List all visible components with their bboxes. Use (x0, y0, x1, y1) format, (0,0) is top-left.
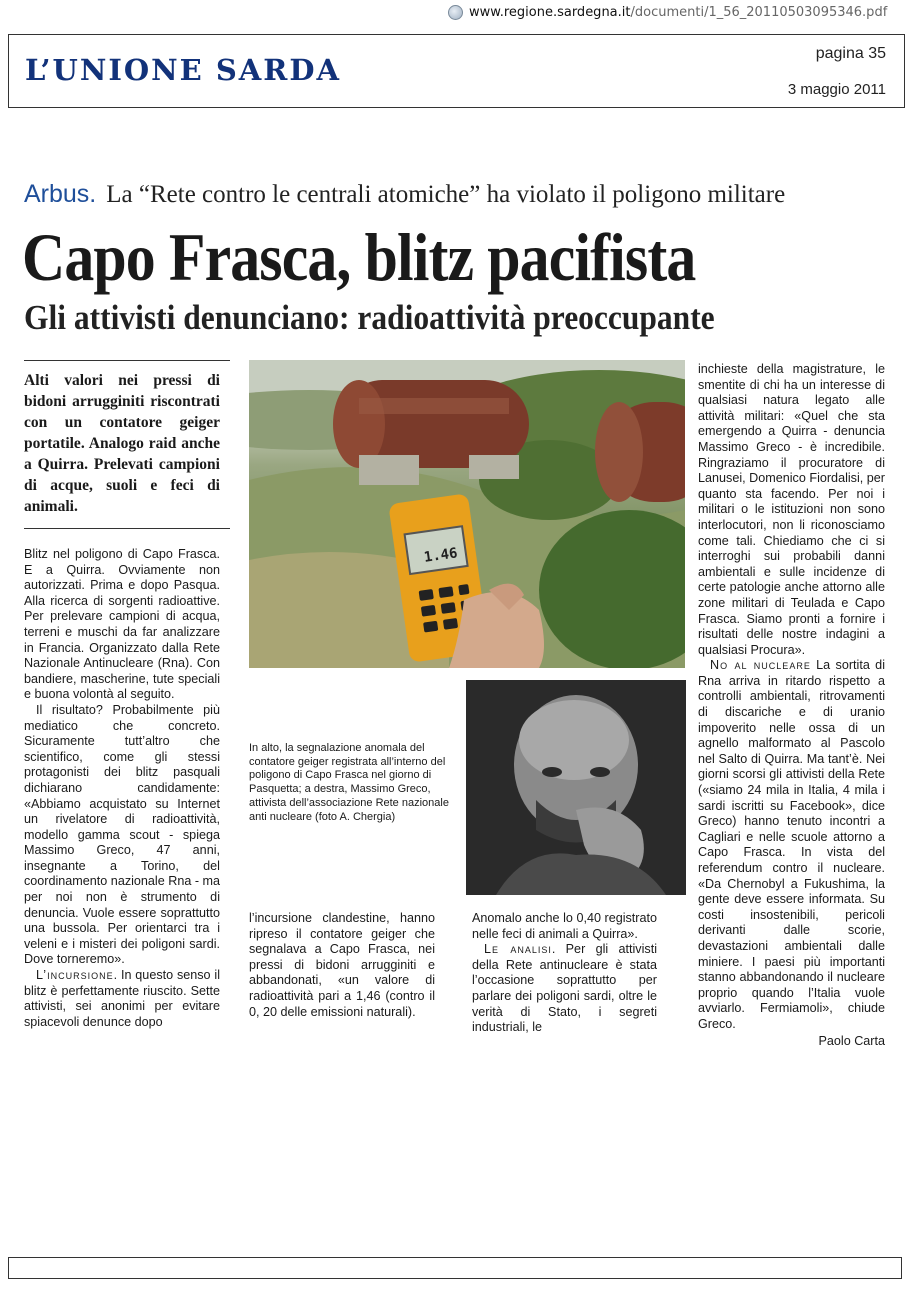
col4-paragraph-1: inchieste della magistrature, le smentite di chi ha un interesse di qualsiasi natura legato alle attività militari: «Quel che sta emergendo a Quirra - denuncia Massimo Greco - è incredibile. Ringraziamo il procuratore di Lanusei, Domenico Fiordalisi, per quanto sta facendo. Per noi i militari o le istituzioni non sono interlocutori, non li riconosciamo come tali. Chiediamo che ci si interroghi sui probabili danni ambientali e sulle incidenze di certe patologie anche attorno alle zone militari di Teulada e Capo Frasca. Siamo pronti a fornire i risultati delle nostre indagini a qualsiasi Procura». (698, 362, 885, 657)
col1-paragraph-3: L’incursione. In questo senso il blitz è perfettamente riuscito. Sette attivisti, sei anonimi per evitare spiacevoli denunce dopo (24, 968, 220, 1029)
page-header (8, 34, 905, 108)
address-bar[interactable] (448, 2, 908, 22)
article-headline: Capo Frasca, blitz pacifista (22, 219, 696, 295)
col1-paragraph-2: Il risultato? Probabilmente più mediatico che concreto. Sicuramente tutt’altro che scientifico, come gli stessi protagonisti dei blitz pasquali dichiarano candidamente: «Abbiamo acquistato su Internet un rivelatore di radioattività, modello gamma scout - spiega Massimo Greco, 47 anni, insegnante a Torino, del coordinamento nazionale Rna - ma per noi non è strumento di denuncia. Vuole essere soprattutto una bussola. Per orientarci tra i veleni e i misteri dei poligoni sardi. Dove torneremo». (24, 702, 221, 967)
kicker-text: La “Rete contro le centrali atomiche” ha violato il poligono militare (106, 181, 786, 208)
column-3 (472, 911, 657, 1036)
article-subhead: Gli attivisti denunciano: radioattività preoccupante (24, 298, 715, 337)
col4-paragraph-2: No al nucleare La sortita di Rna arriva in ritardo rispetto a controlli ambientali, ritrovamenti di discariche e di uranio impoverito nelle ossa di un agnello malformato al Pascolo nel Salto di Quirra. Ma tant’è. Nei giorni scorsi gli attivisti della Rete («siamo 24 mila in Italia, 4 mila i sardi iscritti su Facebook», dice Greco) hanno tenuto incontri a Cagliari e nelle scuole attorno a Capo Frasca. In vista del referendum contro il nucleare. «Da Chernobyl a Fukushima, la gente deve essere informata. Su costi insostenibili, pericoli derivanti dalle scorie, devastazioni ambientali dalle miniere. I paesi più importanti stanno abbandonando il nucleare proprio quando l’Italia vuole avviarlo. Fermiamoli», chiude Greco. (698, 658, 885, 1031)
col1-paragraph-1: Blitz nel poligono di Capo Frasca. E a Quirra. Ovviamente non autorizzati. Prima e dopo Pasqua. Alla ricerca di sorgenti radioattive. Per prelevare campioni di acqua, terreni e muschi da far analizzare in Francia. Organizzato dalla Rete Nazionale Antinucleare (Rna). Con bandiere, mascherine, tute speciali e buona volontà al seguito. (24, 547, 220, 702)
column-2 (249, 911, 435, 1020)
geiger-reading: 1.46 (422, 545, 459, 566)
page-footer-box (8, 1257, 902, 1279)
col3-paragraph-2: Le analisi. Per gli attivisti della Rete antinucleare è stata l’occasione soprattutto per parlare dei poligoni sardi, oltre le verità di Stato, i segreti industriali, le (472, 942, 657, 1035)
column-4 (698, 362, 885, 1049)
geiger-photo-art (249, 360, 685, 668)
portrait-art (466, 680, 686, 895)
massimo-greco-photo (466, 680, 686, 895)
byline: Paolo Carta (818, 1033, 885, 1048)
url-host: www.regione.sardegna.it (469, 4, 631, 20)
summary-top-rule (24, 360, 230, 361)
url-path: /documenti/1_56_20110503095346.pdf (630, 4, 888, 20)
geiger-counter-photo (249, 360, 685, 668)
column-1 (24, 547, 220, 1030)
article-summary: Alti valori nei pressi di bidoni arrugginiti riscontrati con un contatore geiger portatile. Analogo raid anche a Quirra. Prelevati campioni di acque, suoli e feci di animali. (24, 372, 220, 515)
publication-date: 3 maggio 2011 (787, 81, 886, 98)
newspaper-logo: L’UNIONE SARDA (25, 53, 342, 87)
kicker-place: Arbus. (24, 180, 97, 208)
summary-bottom-rule (24, 528, 230, 529)
globe-icon (448, 5, 463, 20)
page-number: pagina 35 (815, 45, 886, 62)
col4-lead-in: No al nucleare (710, 658, 811, 673)
col3-lead-in: Le analisi (484, 942, 552, 957)
photo-caption: In alto, la segnalazione anomala del contatore geiger registrata all’interno del poligono di Capo Frasca nel giorno di Pasquetta; a destra, Massimo Greco, attivista dell’associazione Rete nazionale anti nucleare (foto A. Chergia) (249, 742, 449, 823)
col2-paragraph: l’incursione clandestine, hanno ripreso il contatore geiger che segnalava a Capo Frasca, nei pressi di bidoni arrugginiti e abbandonati, «un valore di radioattività pari a 1,46 (contro il 0, 20 delle emissioni naturali). (249, 911, 435, 1019)
col3-paragraph-1: Anomalo anche lo 0,40 registrato nelle feci di animali a Quirra». (472, 911, 657, 941)
col1-lead-in: L’incursione (36, 968, 114, 983)
article-kicker (24, 180, 785, 209)
